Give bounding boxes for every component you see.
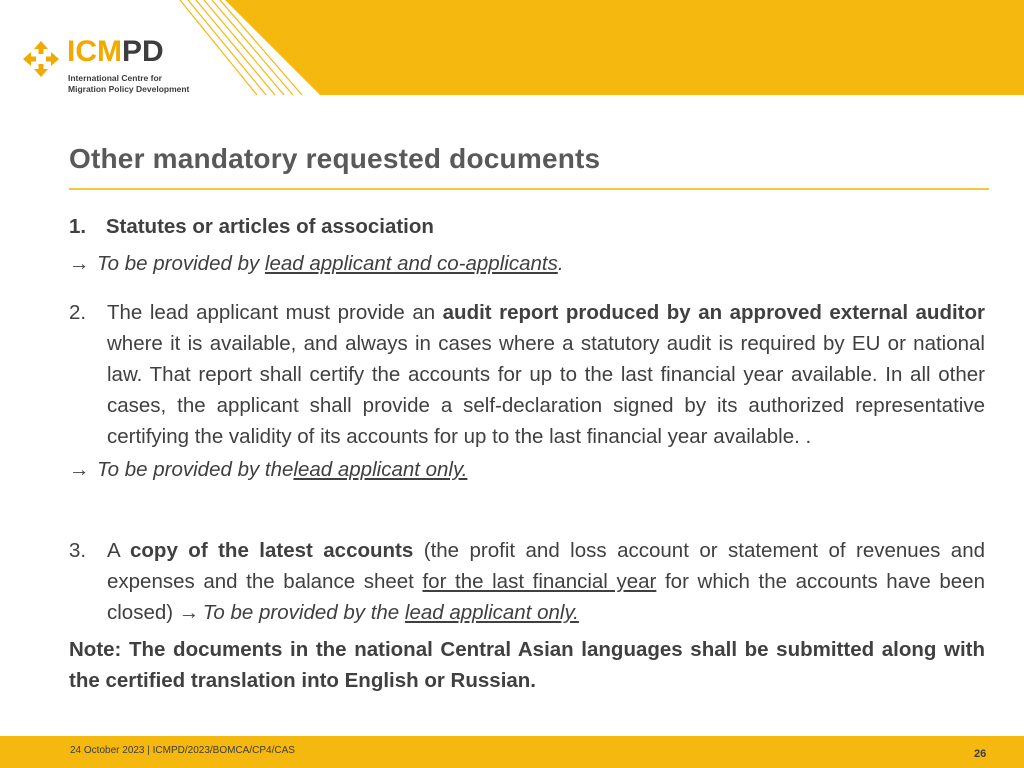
item-1-heading: Statutes or articles of association: [105, 215, 434, 238]
item-2-note: → To be provided by the lead applicant only.: [69, 454, 985, 485]
item-1-note-target: lead applicant and co-applicants: [264, 252, 558, 275]
item-1-note: → To be provided by lead applicant and co-applicants .: [69, 248, 985, 279]
item-3-text: A copy of the latest accounts (the profit and loss account or statement of revenues and expenses and the balance sheet for the last financial year for which the accounts have been closed) → To be provided by the lead applicant only.: [107, 535, 985, 628]
item-2-text: The lead applicant must provide an audit report produced by an approved external auditor where it is available, and always in cases where a statutory audit is required by EU or national law. That report shall certify the accounts for up to the last financial year available. In all other cases, the applicant shall provide a self-declaration signed by its authorized representative certifying the validity of its accounts for up to the last financial year available. .: [107, 301, 986, 448]
language-note: Note: The documents in the national Central Asian languages shall be submitted along with the certified translation into English or Russian.: [69, 638, 985, 692]
item-3: [69, 535, 985, 628]
item-3-number: 3.: [69, 539, 87, 562]
item-3-note-target: lead applicant only.: [404, 601, 579, 624]
item-2-note-target: lead applicant only.: [293, 458, 468, 481]
logo-subtitle: International Centre for Migration Policy Development: [68, 73, 190, 94]
slide-title: Other mandatory requested documents: [69, 143, 601, 174]
footer-reference: 24 October 2023 | ICMPD/2023/BOMCA/CP4/CAS: [70, 745, 295, 756]
item-2-number: 2.: [69, 301, 87, 324]
arrows-cross-icon: [22, 40, 60, 78]
logo-wordmark: ICMPD: [67, 35, 164, 68]
page-number: 26: [974, 748, 987, 760]
arrow-right-icon: →: [69, 458, 90, 481]
item-1: [69, 211, 985, 279]
title-divider: [69, 188, 989, 190]
item-1-number: 1.: [69, 215, 87, 238]
arrow-right-icon: →: [69, 252, 90, 275]
arrow-right-icon: →: [178, 601, 200, 624]
item-2: [69, 297, 985, 485]
